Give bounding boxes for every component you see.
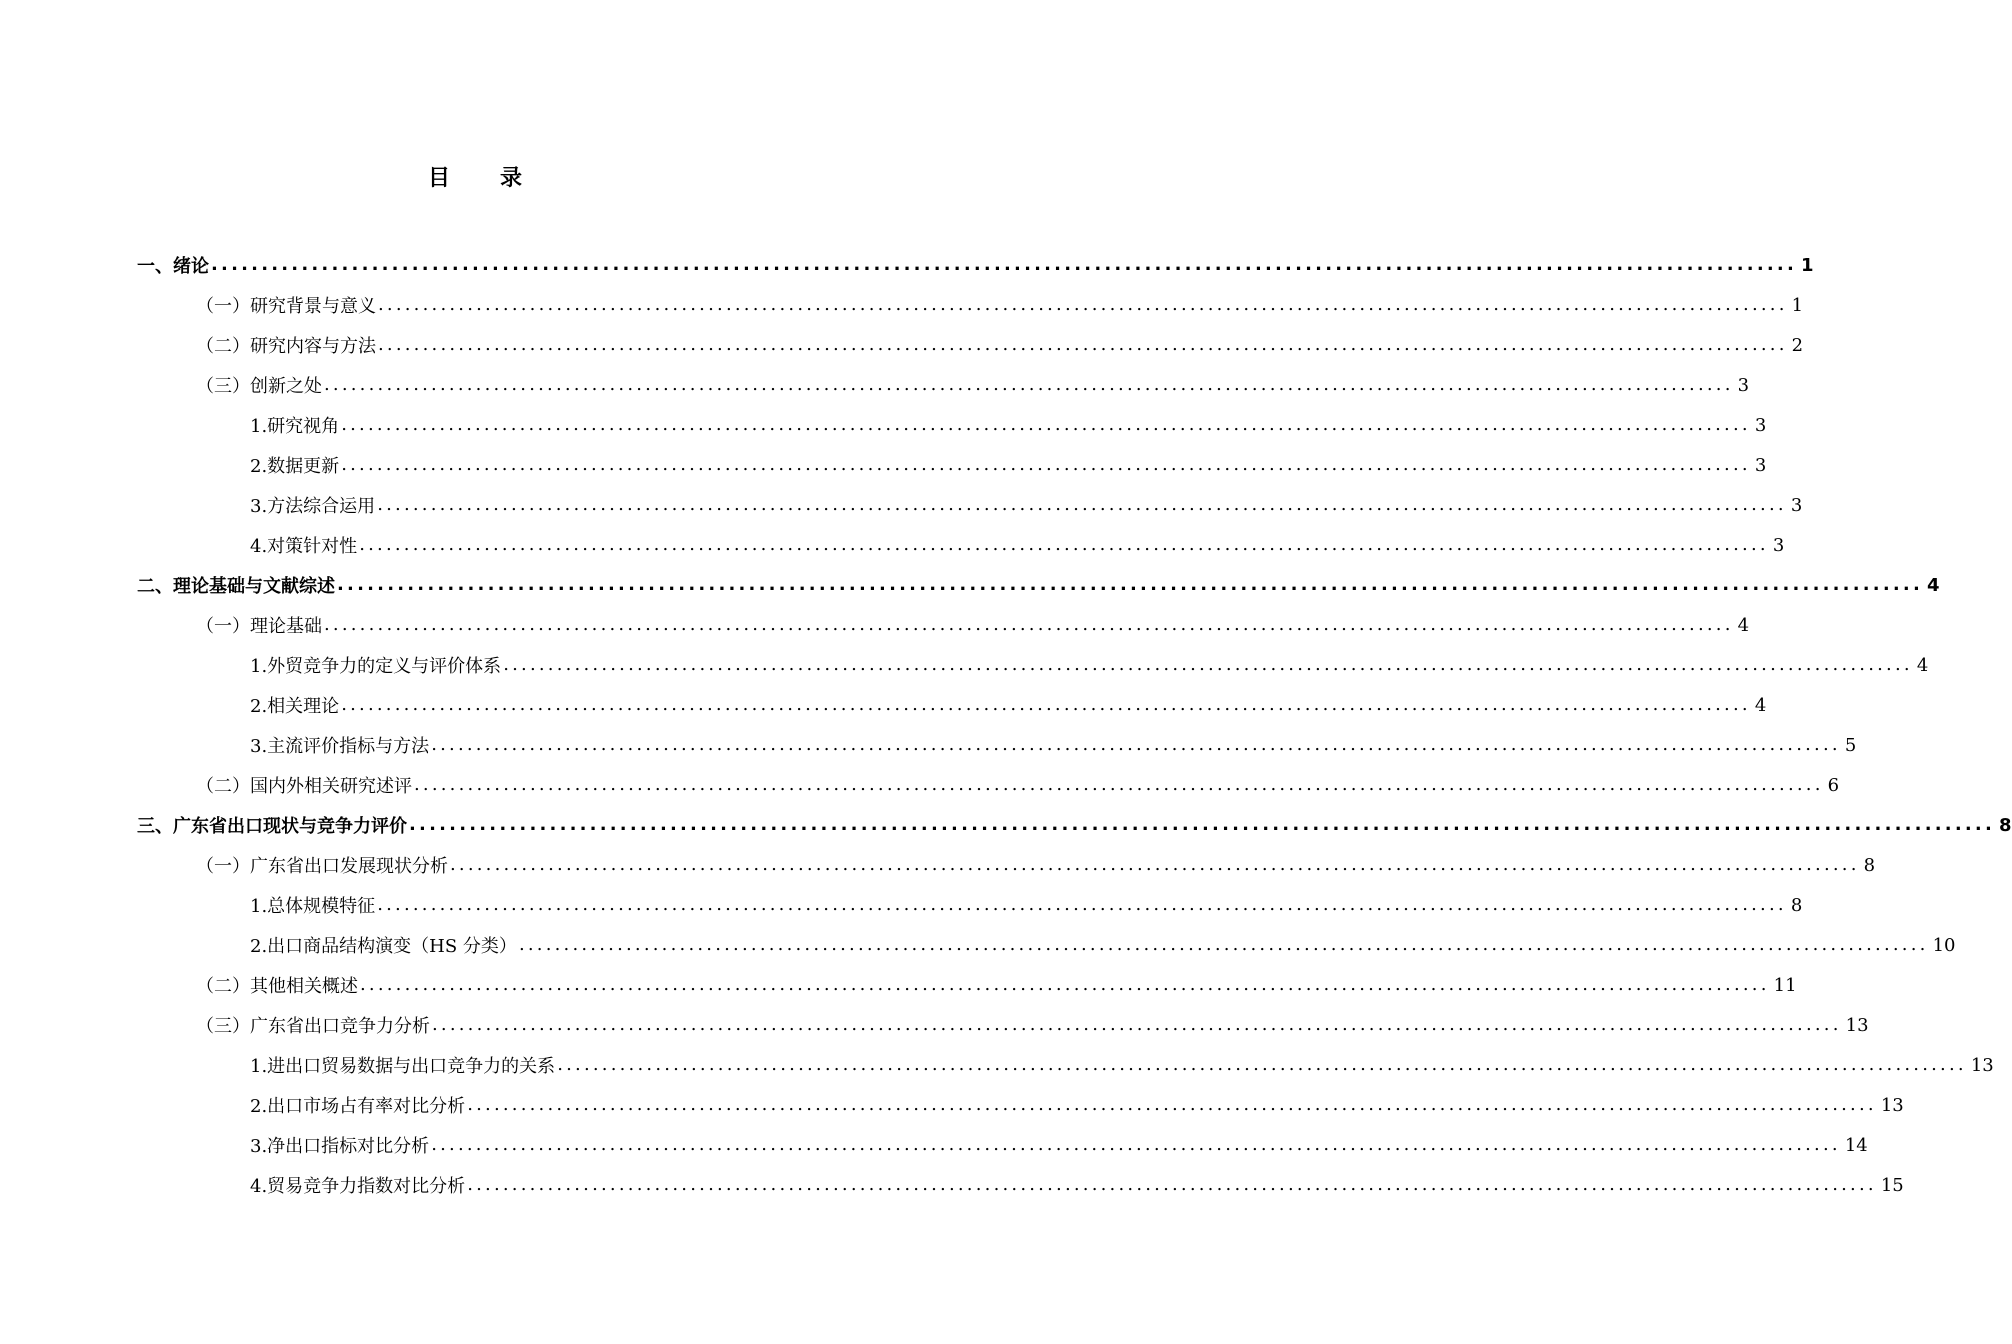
toc-page-number: 1 bbox=[1791, 294, 1804, 316]
toc-entry-1-1[interactable] bbox=[0, 285, 1804, 325]
toc-entry-label: （二）研究内容与方法 bbox=[196, 336, 376, 357]
toc-title-char-2: 录 bbox=[500, 165, 523, 191]
toc-page-number: 4 bbox=[1927, 574, 1940, 596]
toc-page-number: 3 bbox=[1790, 494, 1803, 516]
toc-entry-label: （二）其他相关概述 bbox=[196, 976, 358, 997]
toc-page-number: 6 bbox=[1827, 774, 1840, 796]
toc-leader: .............................................................................................................................................................. bbox=[360, 974, 1770, 995]
toc-leader: .............................................................................................................................................................. bbox=[359, 534, 1769, 555]
toc-leader: .............................................................................................................................................................. bbox=[409, 814, 1995, 835]
toc-leader: .............................................................................................................................................................. bbox=[432, 1014, 1842, 1035]
toc-page-number: 14 bbox=[1844, 1134, 1868, 1156]
toc-leader: .............................................................................................................................................................. bbox=[324, 374, 1734, 395]
toc-page-number: 11 bbox=[1773, 974, 1797, 996]
toc-page-number: 5 bbox=[1844, 734, 1857, 756]
toc-list bbox=[0, 245, 2012, 1205]
toc-page-number: 8 bbox=[1790, 894, 1803, 916]
toc-page-number: 3 bbox=[1772, 534, 1785, 556]
toc-leader: .............................................................................................................................................................. bbox=[211, 254, 1797, 275]
toc-leader: .............................................................................................................................................................. bbox=[431, 734, 1841, 755]
toc-page-number: 1 bbox=[1801, 254, 1814, 276]
toc-entry-3[interactable] bbox=[0, 805, 2012, 845]
toc-entry-3-3-4[interactable] bbox=[0, 1165, 1904, 1205]
toc-entry-3-3-3[interactable] bbox=[0, 1125, 1868, 1165]
toc-page-number: 3 bbox=[1754, 414, 1767, 436]
toc-entry-2-1-2[interactable] bbox=[0, 685, 1767, 725]
toc-leader: .............................................................................................................................................................. bbox=[557, 1054, 1967, 1075]
toc-entry-label: 二、理论基础与文献综述 bbox=[137, 576, 335, 597]
toc-entry-label: 1.进出口贸易数据与出口竞争力的关系 bbox=[250, 1056, 556, 1077]
toc-entry-1-3[interactable] bbox=[0, 365, 1750, 405]
toc-entry-1-3-1[interactable] bbox=[0, 405, 1767, 445]
toc-leader: .............................................................................................................................................................. bbox=[450, 854, 1860, 875]
toc-leader: .............................................................................................................................................................. bbox=[324, 614, 1734, 635]
toc-entry-label: 1.研究视角 bbox=[250, 416, 340, 437]
toc-leader: .............................................................................................................................................................. bbox=[467, 1094, 1877, 1115]
toc-leader: .............................................................................................................................................................. bbox=[518, 934, 1929, 955]
toc-entry-label: 2.相关理论 bbox=[250, 696, 340, 717]
toc-page-number: 13 bbox=[1880, 1094, 1904, 1116]
toc-leader: .............................................................................................................................................................. bbox=[431, 1134, 1841, 1155]
toc-page-number: 13 bbox=[1970, 1054, 1994, 1076]
toc-entry-label: 2.出口商品结构演变（HS 分类） bbox=[250, 936, 517, 957]
toc-entry-label: （一）理论基础 bbox=[196, 616, 322, 637]
toc-page-number: 4 bbox=[1737, 614, 1750, 636]
toc-entry-label: 2.数据更新 bbox=[250, 456, 340, 477]
toc-entry-label: 1.外贸竞争力的定义与评价体系 bbox=[250, 656, 502, 677]
toc-entry-1[interactable] bbox=[0, 245, 1814, 285]
toc-page-number: 13 bbox=[1845, 1014, 1869, 1036]
toc-entry-2-1-1[interactable] bbox=[0, 645, 1929, 685]
toc-page-number: 4 bbox=[1754, 694, 1767, 716]
toc-page-number: 10 bbox=[1932, 934, 1956, 956]
toc-entry-label: 1.总体规模特征 bbox=[250, 896, 376, 917]
toc-entry-3-3-1[interactable] bbox=[0, 1045, 1994, 1085]
toc-entry-3-1-2[interactable] bbox=[0, 925, 1956, 965]
toc-page-number: 8 bbox=[1999, 814, 2012, 836]
toc-leader: .............................................................................................................................................................. bbox=[378, 294, 1788, 315]
toc-entry-3-1-1[interactable] bbox=[0, 885, 1803, 925]
toc-entry-label: 3.方法综合运用 bbox=[250, 496, 376, 517]
toc-entry-label: 4.对策针对性 bbox=[250, 536, 358, 557]
toc-page-number: 15 bbox=[1880, 1174, 1904, 1196]
toc-entry-label: 2.出口市场占有率对比分析 bbox=[250, 1096, 466, 1117]
toc-entry-3-2[interactable] bbox=[0, 965, 1797, 1005]
toc-entry-1-3-3[interactable] bbox=[0, 485, 1803, 525]
toc-entry-1-3-2[interactable] bbox=[0, 445, 1767, 485]
toc-entry-3-3-2[interactable] bbox=[0, 1085, 1904, 1125]
toc-entry-2[interactable] bbox=[0, 565, 1940, 605]
toc-entry-1-3-4[interactable] bbox=[0, 525, 1785, 565]
toc-leader: .............................................................................................................................................................. bbox=[378, 334, 1788, 355]
toc-leader: .............................................................................................................................................................. bbox=[414, 774, 1824, 795]
toc-leader: .............................................................................................................................................................. bbox=[467, 1174, 1877, 1195]
toc-entry-label: （二）国内外相关研究述评 bbox=[196, 776, 412, 797]
toc-entry-label: 一、绪论 bbox=[137, 256, 209, 277]
toc-leader: .............................................................................................................................................................. bbox=[337, 574, 1923, 595]
toc-entry-label: 3.主流评价指标与方法 bbox=[250, 736, 430, 757]
toc-leader: .............................................................................................................................................................. bbox=[341, 694, 1751, 715]
toc-entry-1-2[interactable] bbox=[0, 325, 1804, 365]
toc-page-number: 2 bbox=[1791, 334, 1804, 356]
toc-leader: .............................................................................................................................................................. bbox=[341, 414, 1751, 435]
toc-leader: .............................................................................................................................................................. bbox=[341, 454, 1751, 475]
toc-entry-2-1-3[interactable] bbox=[0, 725, 1857, 765]
toc-title bbox=[0, 156, 950, 196]
toc-leader: .............................................................................................................................................................. bbox=[377, 494, 1787, 515]
toc-page-number: 8 bbox=[1863, 854, 1876, 876]
toc-entry-label: 4.贸易竞争力指数对比分析 bbox=[250, 1176, 466, 1197]
toc-entry-label: 三、广东省出口现状与竞争力评价 bbox=[137, 816, 407, 837]
toc-entry-3-3[interactable] bbox=[0, 1005, 1869, 1045]
toc-entry-label: （三）广东省出口竞争力分析 bbox=[196, 1016, 430, 1037]
toc-page-number: 4 bbox=[1916, 654, 1929, 676]
toc-entry-2-1[interactable] bbox=[0, 605, 1750, 645]
toc-leader: .............................................................................................................................................................. bbox=[377, 894, 1787, 915]
toc-entry-2-2[interactable] bbox=[0, 765, 1840, 805]
toc-page-number: 3 bbox=[1754, 454, 1767, 476]
toc-page-number: 3 bbox=[1737, 374, 1750, 396]
toc-title-char-1: 目 bbox=[427, 165, 450, 191]
toc-entry-label: （三）创新之处 bbox=[196, 376, 322, 397]
toc-entry-3-1[interactable] bbox=[0, 845, 1876, 885]
toc-entry-label: 3.净出口指标对比分析 bbox=[250, 1136, 430, 1157]
toc-entry-label: （一）研究背景与意义 bbox=[196, 296, 376, 317]
toc-entry-label: （一）广东省出口发展现状分析 bbox=[196, 856, 448, 877]
toc-leader: .............................................................................................................................................................. bbox=[503, 654, 1913, 675]
